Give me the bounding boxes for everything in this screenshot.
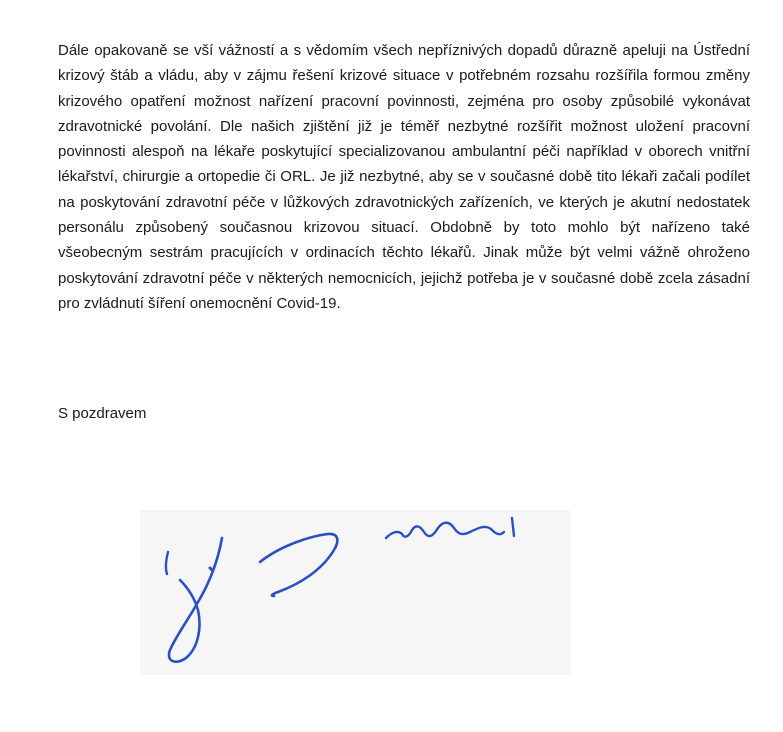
signature-stroke-dot <box>210 568 212 570</box>
signature-stroke-loop <box>169 538 222 662</box>
signature-stroke-hook <box>166 552 168 574</box>
signature-stroke-flourish <box>386 523 504 538</box>
handwritten-signature <box>140 510 570 675</box>
letter-body-paragraph: Dále opakovaně se vší vážností a s vědomím všech nepříznivých dopadů důrazně apeluji na Ústřední krizový štáb a vládu, aby v zájmu řešení krizové situace v potřebném rozsahu rozšířila formou změny krizového opatření možnost nařízení pracovní povinnosti, zejména pro osoby způsobilé vykonávat zdravotnické povolání. Dle našich zjištění již je téměř nezbytné rozšířit možnost uložení pracovní povinnosti alespoň na lékaře poskytující specializovanou ambulantní péči například v oborech vnitřní lékařství, chirurgie a ortopedie či ORL. Je již nezbytné, aby se v současné době tito lékaři začali podílet na poskytování zdravotní péče v lůžkových zdravotnických zařízeních, ve kterých je akutní nedostatek personálu způsobený současnou krizovou situací. Obdobně by toto mohlo být nařízeno také všeobecným sestrám pracujících v ordinacích těchto lékařů. Jinak může být velmi vážně ohroženo poskytování zdravotní péče v některých nemocnicích, jejichž potřeba je v současné době zcela zásadní pro zvládnutí šíření onemocnění Covid-19. <box>58 42 750 312</box>
signature-drawing <box>140 510 570 675</box>
signature-stroke-tick <box>512 518 514 536</box>
signature-stroke-curve <box>260 534 337 596</box>
letter-closing: S pozdravem <box>58 405 147 422</box>
